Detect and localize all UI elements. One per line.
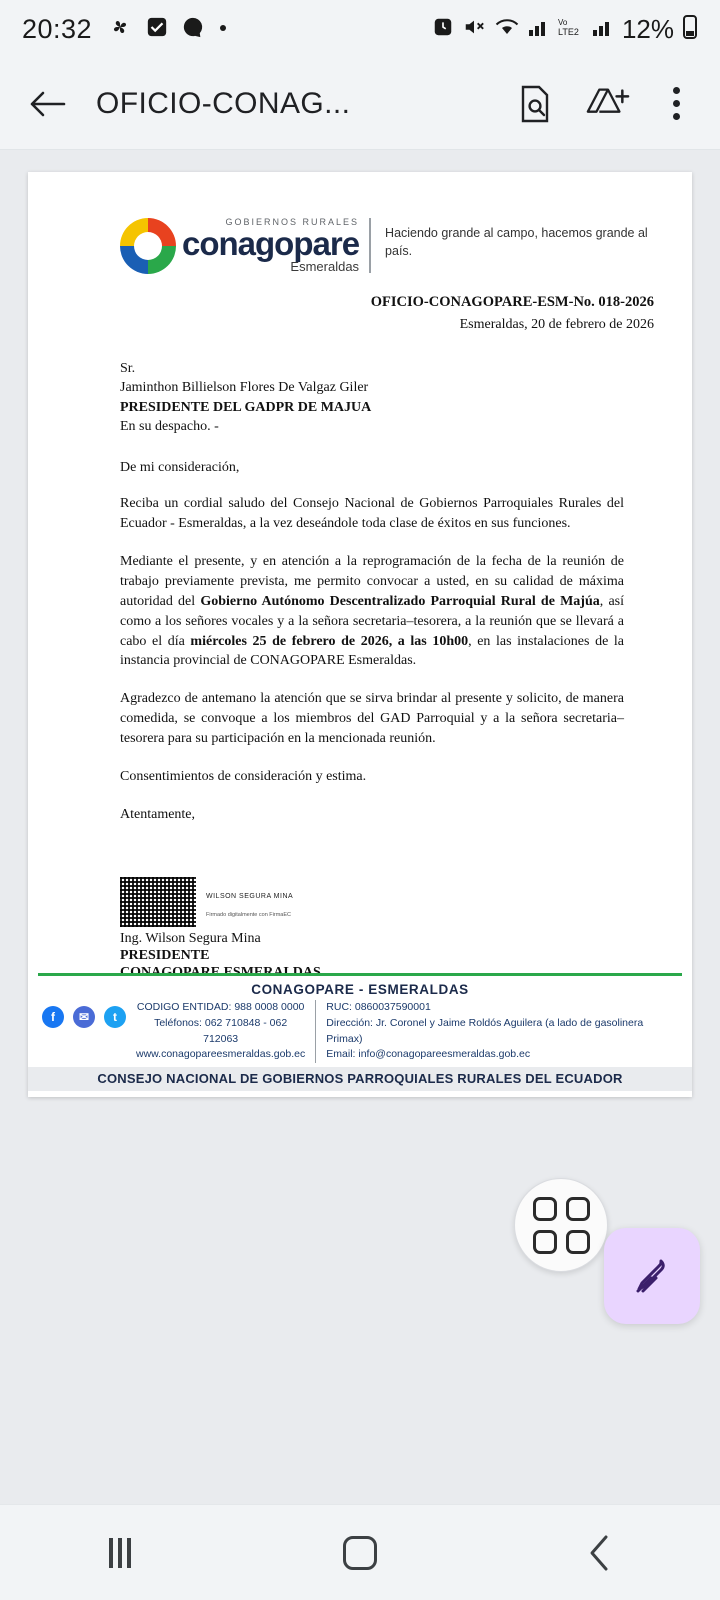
- document-body: [62, 359, 658, 825]
- propeller-icon: [108, 15, 132, 44]
- digital-signature-stamp: [200, 877, 293, 921]
- footer-ruc: RUC: 0860037590001: [326, 1001, 431, 1013]
- grid-square-1: [533, 1197, 557, 1221]
- addressee-position: PRESIDENTE DEL GADPR DE MAJUA: [120, 399, 372, 415]
- footer-social-icons: [42, 1000, 126, 1028]
- edit-pen-button[interactable]: [604, 1228, 700, 1324]
- paragraph-1: Reciba un cordial saludo del Consejo Nacional de Gobiernos Parroquiales Rurales del Ecuador - Esmeraldas, a la vez deseándole toda clase de éxitos en sus funciones.: [120, 496, 624, 532]
- document-viewer[interactable]: [0, 150, 720, 1504]
- email-icon[interactable]: ✉: [73, 1006, 95, 1028]
- status-time: 20:32: [22, 13, 93, 44]
- drive-add-icon[interactable]: [584, 81, 630, 127]
- back-arrow-icon[interactable]: [24, 81, 70, 127]
- dot-icon: [218, 20, 228, 38]
- mute-icon: [462, 16, 486, 43]
- pen-icon: [629, 1253, 675, 1299]
- logo-mark-icon: [120, 218, 176, 274]
- app-grid-button[interactable]: [514, 1178, 608, 1272]
- status-right-icons: [432, 14, 698, 45]
- footer-columns: [28, 1000, 692, 1063]
- document-footer: [28, 973, 692, 1097]
- footer-phones: Teléfonos: 062 710848 - 062 712063: [154, 1016, 288, 1045]
- stamp-name: WILSON SEGURA MINA: [206, 892, 294, 900]
- chat-icon: [182, 16, 204, 43]
- checkbox-icon: [146, 16, 168, 43]
- logo-province: Esmeraldas: [290, 259, 360, 274]
- page-title: OFICIO-CONAG...: [96, 86, 351, 120]
- footer-website: www.conagopareesmeraldas.gob.ec: [136, 1048, 306, 1061]
- addressee-salutation: Sr.: [120, 361, 136, 376]
- logo-supertext: GOBIERNOS RURALES: [225, 217, 360, 227]
- document-search-icon[interactable]: [512, 81, 558, 127]
- grid-square-2: [566, 1197, 590, 1221]
- letterhead-slogan: Haciendo grande al campo, hacemos grande al país.: [385, 226, 648, 259]
- footer-contact-right: [326, 1000, 678, 1063]
- facebook-icon[interactable]: f: [42, 1006, 64, 1028]
- paragraph-2: Mediante el presente, y en atención a la reprogramación de la fecha de la reunión de trabajo previamente prevista, me permito convocar a usted, en su calidad de máxima autoridad del Gobierno Autónomo Descentralizado Parroquial Rural de Majúa, así como a los señores vocales y a la señora secretaria–tesorera, a la reunión que se llevará a cabo el día miércoles 25 de febrero de 2026, a las 10h00, en las instalaciones de la instancia provincial de CONAGOPARE Esmeraldas.: [120, 554, 624, 669]
- footer-title: CONAGOPARE - ESMERALDAS: [251, 982, 469, 997]
- svg-text:LTE2: LTE2: [557, 26, 579, 37]
- conagopare-logo: [120, 218, 371, 274]
- addressee-name: Jaminthon Billielson Flores De Valgaz Giler: [120, 380, 369, 396]
- grid-square-4: [566, 1230, 590, 1254]
- twitter-icon[interactable]: t: [104, 1006, 126, 1028]
- back-button[interactable]: [540, 1523, 660, 1583]
- greeting-line: De mi consideración,: [120, 460, 240, 476]
- footer-email: Email: info@conagopareesmeraldas.gob.ec: [326, 1048, 531, 1061]
- addressee-block: [120, 359, 624, 436]
- closing-line: Atentamente,: [120, 806, 196, 822]
- logo-wordmark: [176, 218, 371, 273]
- signal2-icon: [592, 17, 614, 42]
- stamp-sub: Firmado digitalmente con FirmaEC: [206, 911, 291, 918]
- qr-signature-code-icon: [120, 877, 196, 927]
- letterhead: [62, 200, 658, 278]
- document-page: [28, 172, 692, 1097]
- signer-name: Ing. Wilson Segura Mina: [120, 930, 261, 946]
- grid-square-3: [533, 1230, 557, 1254]
- footer-address: Dirección: Jr. Coronel y Jaime Roldós Aguilera (a lado de gasolinera Primax): [326, 1016, 644, 1045]
- paragraph-3: Agradezco de antemano la atención que se sirva brindar al presente y solicito, de manera comedida, se convoque a los miembros del GAD Parroquial y a la señora secretaria–tesorera para su participación en la mencionada reunión.: [120, 691, 624, 746]
- battery-icon: [682, 14, 698, 45]
- more-vertical-icon[interactable]: [656, 87, 696, 120]
- alarm-icon: [432, 16, 454, 43]
- footer-rule: [38, 973, 682, 976]
- paragraph-4: Consentimientos de consideración y estima.: [120, 768, 367, 784]
- signer-role-1: PRESIDENTE: [120, 947, 210, 963]
- home-button[interactable]: [300, 1523, 420, 1583]
- document-reference: OFICIO-CONAGOPARE-ESM-No. 018-2026: [370, 294, 654, 310]
- recents-button[interactable]: [60, 1523, 180, 1583]
- status-bar: [0, 0, 720, 58]
- footer-banner: CONSEJO NACIONAL DE GOBIERNOS PARROQUIALES RURALES DEL ECUADOR: [28, 1067, 692, 1091]
- status-left-icons: [108, 15, 228, 44]
- volte-icon: [558, 16, 584, 43]
- footer-entity-code: CODIGO ENTIDAD: 988 0008 0000: [136, 1001, 305, 1013]
- svg-text:Vo: Vo: [557, 17, 568, 27]
- signal-icon: [528, 17, 550, 42]
- logo-name: conagopare: [182, 225, 360, 262]
- document-date: Esmeraldas, 20 de febrero de 2026: [459, 317, 654, 332]
- app-bar: [0, 58, 720, 150]
- footer-contact-left: [136, 1000, 316, 1063]
- wifi-icon: [494, 16, 520, 43]
- signature-block: [62, 877, 658, 982]
- addressee-delivery: En su despacho. -: [120, 418, 219, 434]
- battery-percent: 12%: [621, 13, 674, 44]
- system-nav-bar: [0, 1504, 720, 1600]
